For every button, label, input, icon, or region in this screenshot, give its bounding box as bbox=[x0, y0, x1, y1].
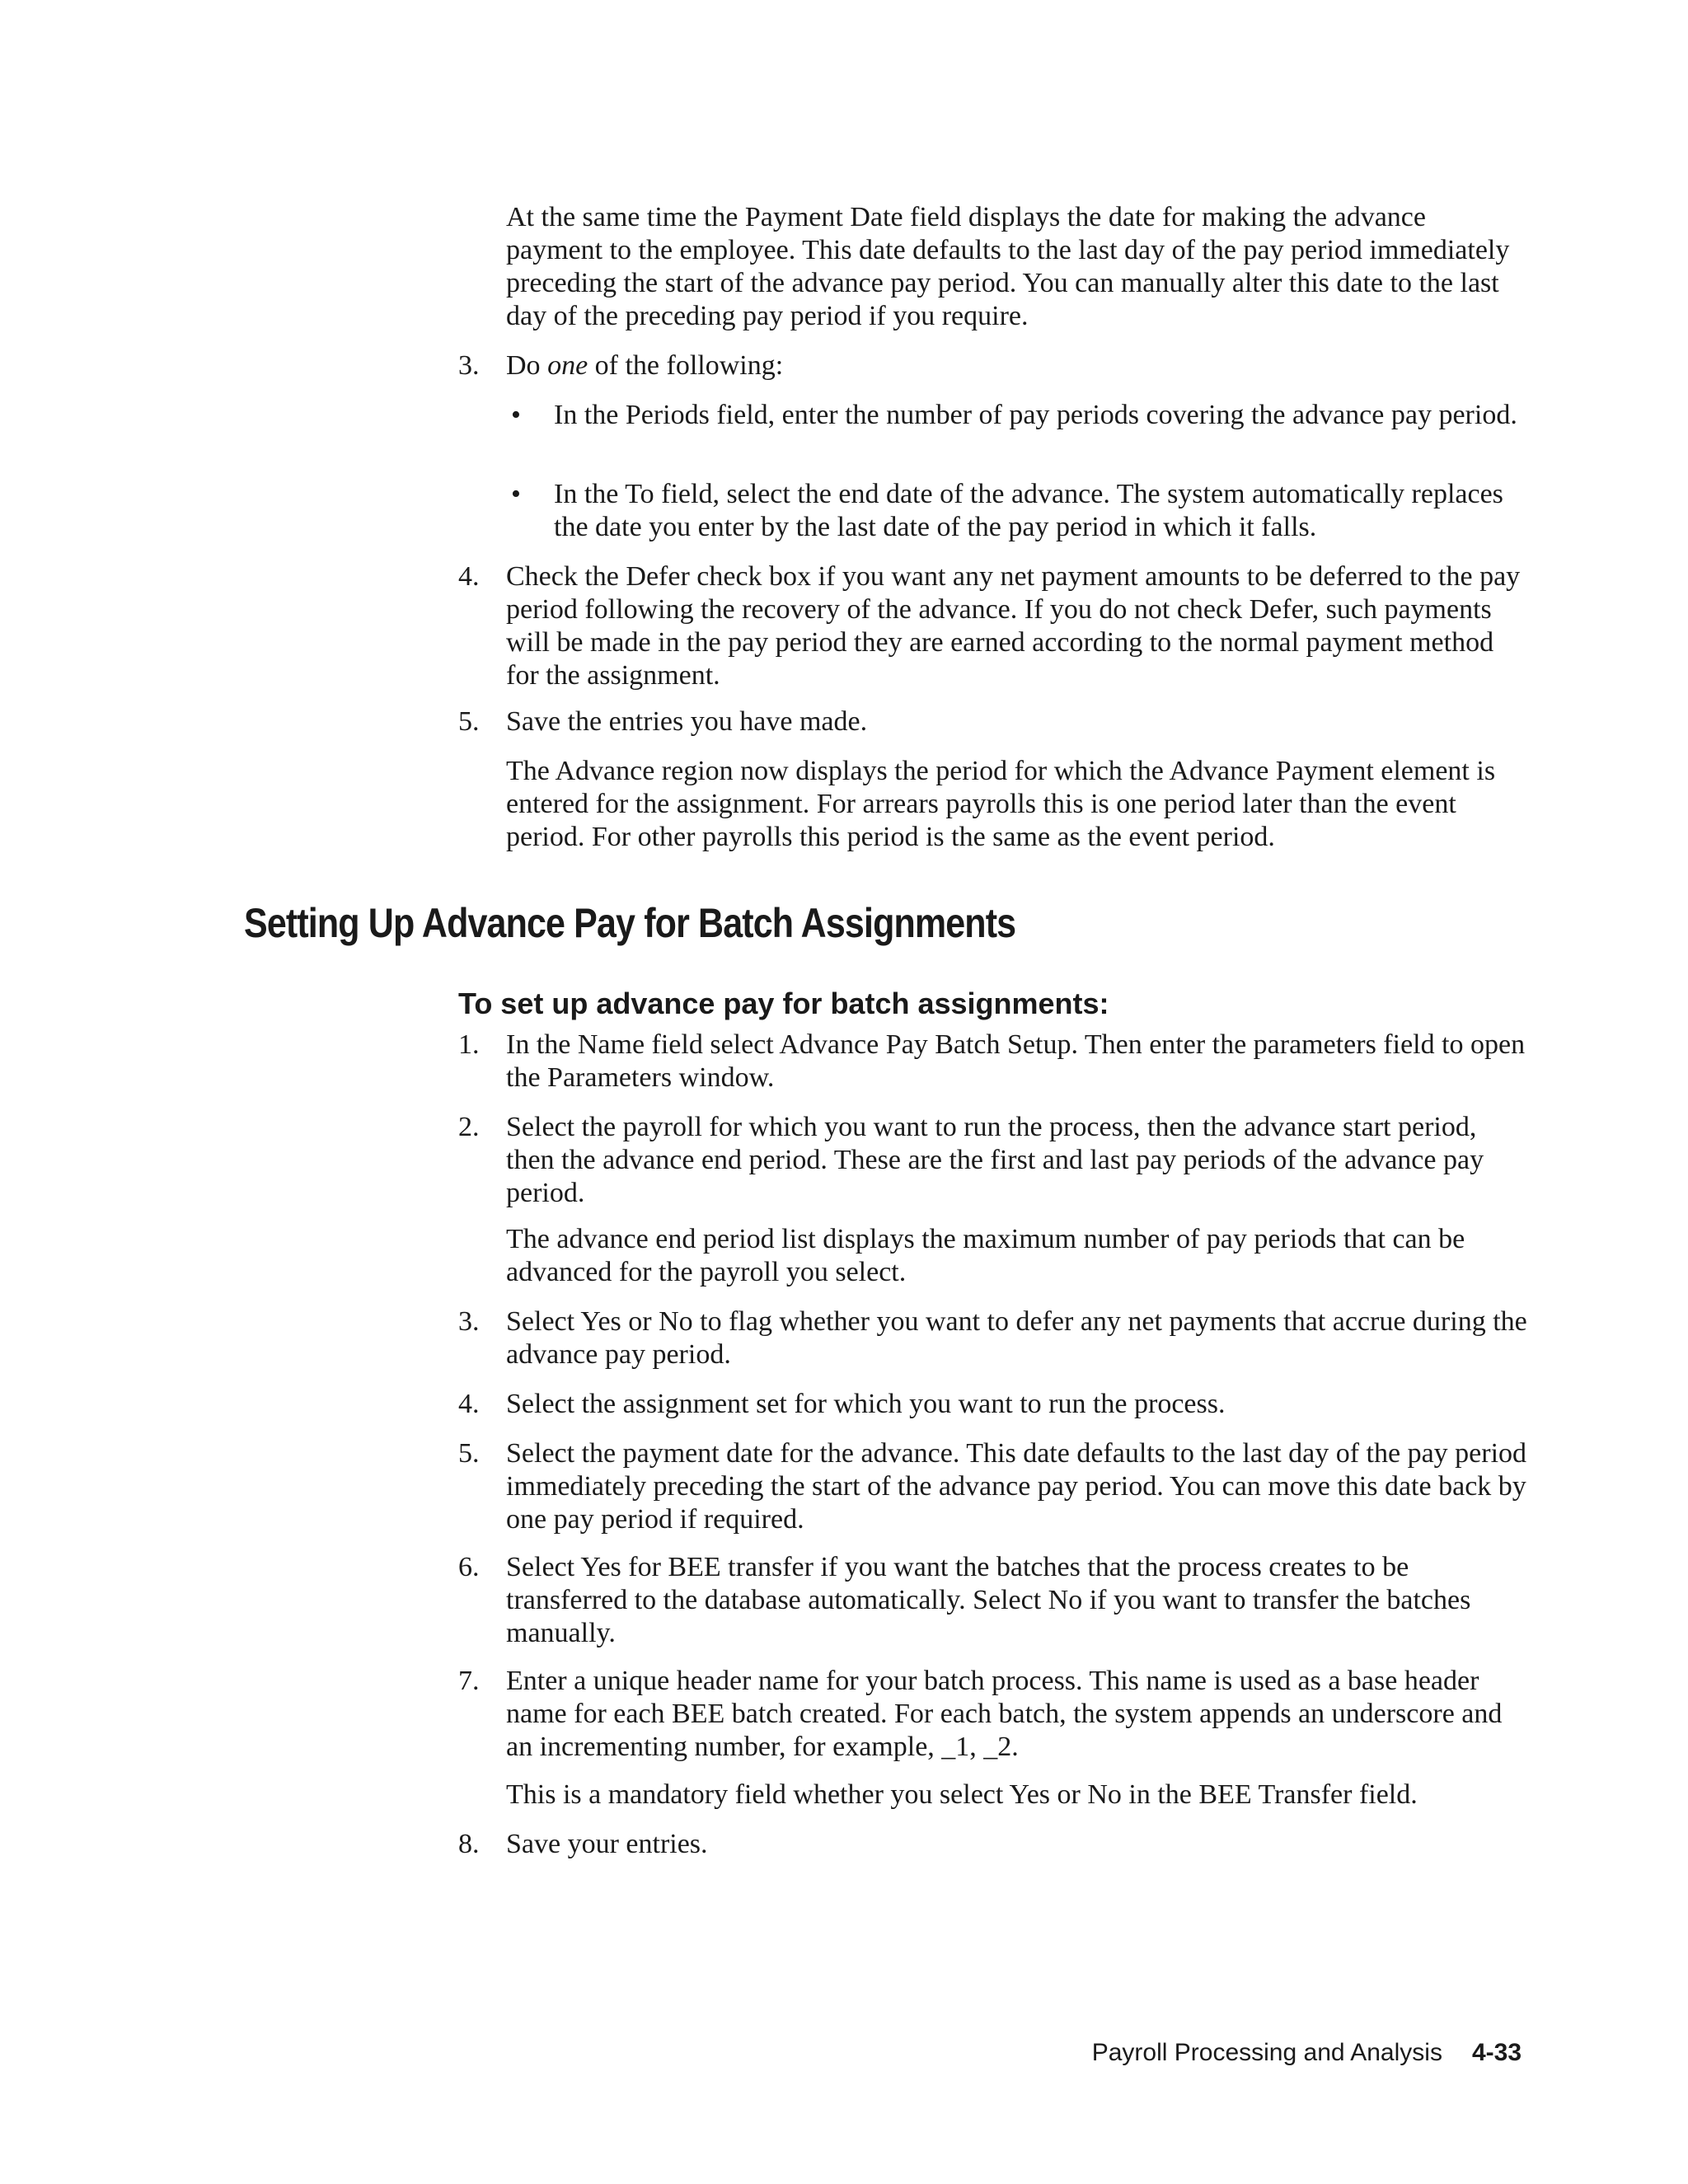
step-number: 7. bbox=[458, 1666, 480, 1696]
emphasis-text: one bbox=[547, 350, 588, 381]
step-text: Enter a unique header name for your batch process. This name is used as a base header name for each BEE batch created. For each batch, the system appends an underscore and an incrementing number, for example, _1, _2. bbox=[506, 1666, 1503, 1762]
step-number: 3. bbox=[458, 1306, 480, 1337]
page-footer bbox=[1092, 2038, 1522, 2068]
step-note: The advance end period list displays the maximum number of pay periods that can be advanced for the payroll you select. bbox=[506, 1224, 1465, 1287]
step-number: 1. bbox=[458, 1029, 480, 1060]
bullet-marker: • bbox=[511, 479, 521, 509]
step-text: Select the payment date for the advance. This date defaults to the last day of the pay period immediately preceding the start of the advance pay period. You can move this date back by one pay period if required. bbox=[506, 1438, 1527, 1535]
step-number: 5. bbox=[458, 706, 480, 737]
step-number: 5. bbox=[458, 1438, 480, 1469]
bullet-item: In the Periods field, enter the number of pay periods covering the advance pay period. bbox=[554, 400, 1517, 430]
intro-paragraph: At the same time the Payment Date field displays the date for making the advance payment to the employee. This date defaults to the last day of the pay period immediately preceding the start of the advance pay period. You can manually alter this date to the last day of the preceding pay period if you require. bbox=[506, 202, 1510, 331]
page-number: 4-33 bbox=[1471, 2039, 1522, 2066]
footer-title: Payroll Processing and Analysis bbox=[1091, 2039, 1442, 2066]
step-number: 3. bbox=[458, 350, 480, 381]
step-number: 6. bbox=[458, 1552, 480, 1582]
step-text: Select Yes for BEE transfer if you want the batches that the process creates to be transferred to the database automatically. Select No if you want to transfer the batches manually. bbox=[506, 1552, 1471, 1648]
procedure-heading: To set up advance pay for batch assignments: bbox=[458, 987, 1109, 1020]
step-note: The Advance region now displays the period for which the Advance Payment element is entered for the assignment. For arrears payrolls this is one period later than the event period. For other payrolls this period is the same as the event period. bbox=[506, 756, 1496, 852]
step-number: 8. bbox=[458, 1829, 480, 1859]
step-text: Save the entries you have made. bbox=[506, 706, 868, 737]
step-note: This is a mandatory field whether you select Yes or No in the BEE Transfer field. bbox=[506, 1779, 1418, 1810]
section-heading: Setting Up Advance Pay for Batch Assignments bbox=[244, 900, 1016, 946]
step-text: Select the assignment set for which you want to run the process. bbox=[506, 1389, 1226, 1419]
step-text: In the Name field select Advance Pay Batch Setup. Then enter the parameters field to open the Parameters window. bbox=[506, 1029, 1526, 1093]
step-text: Select Yes or No to flag whether you want to defer any net payments that accrue during the advance pay period. bbox=[506, 1306, 1527, 1370]
step-number: 2. bbox=[458, 1112, 480, 1142]
step-text: Select the payroll for which you want to run the process, then the advance start period, then the advance end period. These are the first and last pay periods of the advance pay period. bbox=[506, 1112, 1484, 1208]
step-number: 4. bbox=[458, 1389, 480, 1419]
step-text: Do one of the following: bbox=[506, 350, 784, 381]
step-text: Save your entries. bbox=[506, 1829, 708, 1859]
step-text: Check the Defer check box if you want any net payment amounts to be deferred to the pay period following the recovery of the advance. If you do not check Defer, such payments will be made in the pay period they are earned according to the normal payment method for the assignment. bbox=[506, 561, 1521, 691]
step-number: 4. bbox=[458, 561, 480, 592]
bullet-item: In the To field, select the end date of the advance. The system automatically replaces the date you enter by the last date of the pay period in which it falls. bbox=[554, 479, 1503, 542]
bullet-marker: • bbox=[511, 400, 521, 430]
